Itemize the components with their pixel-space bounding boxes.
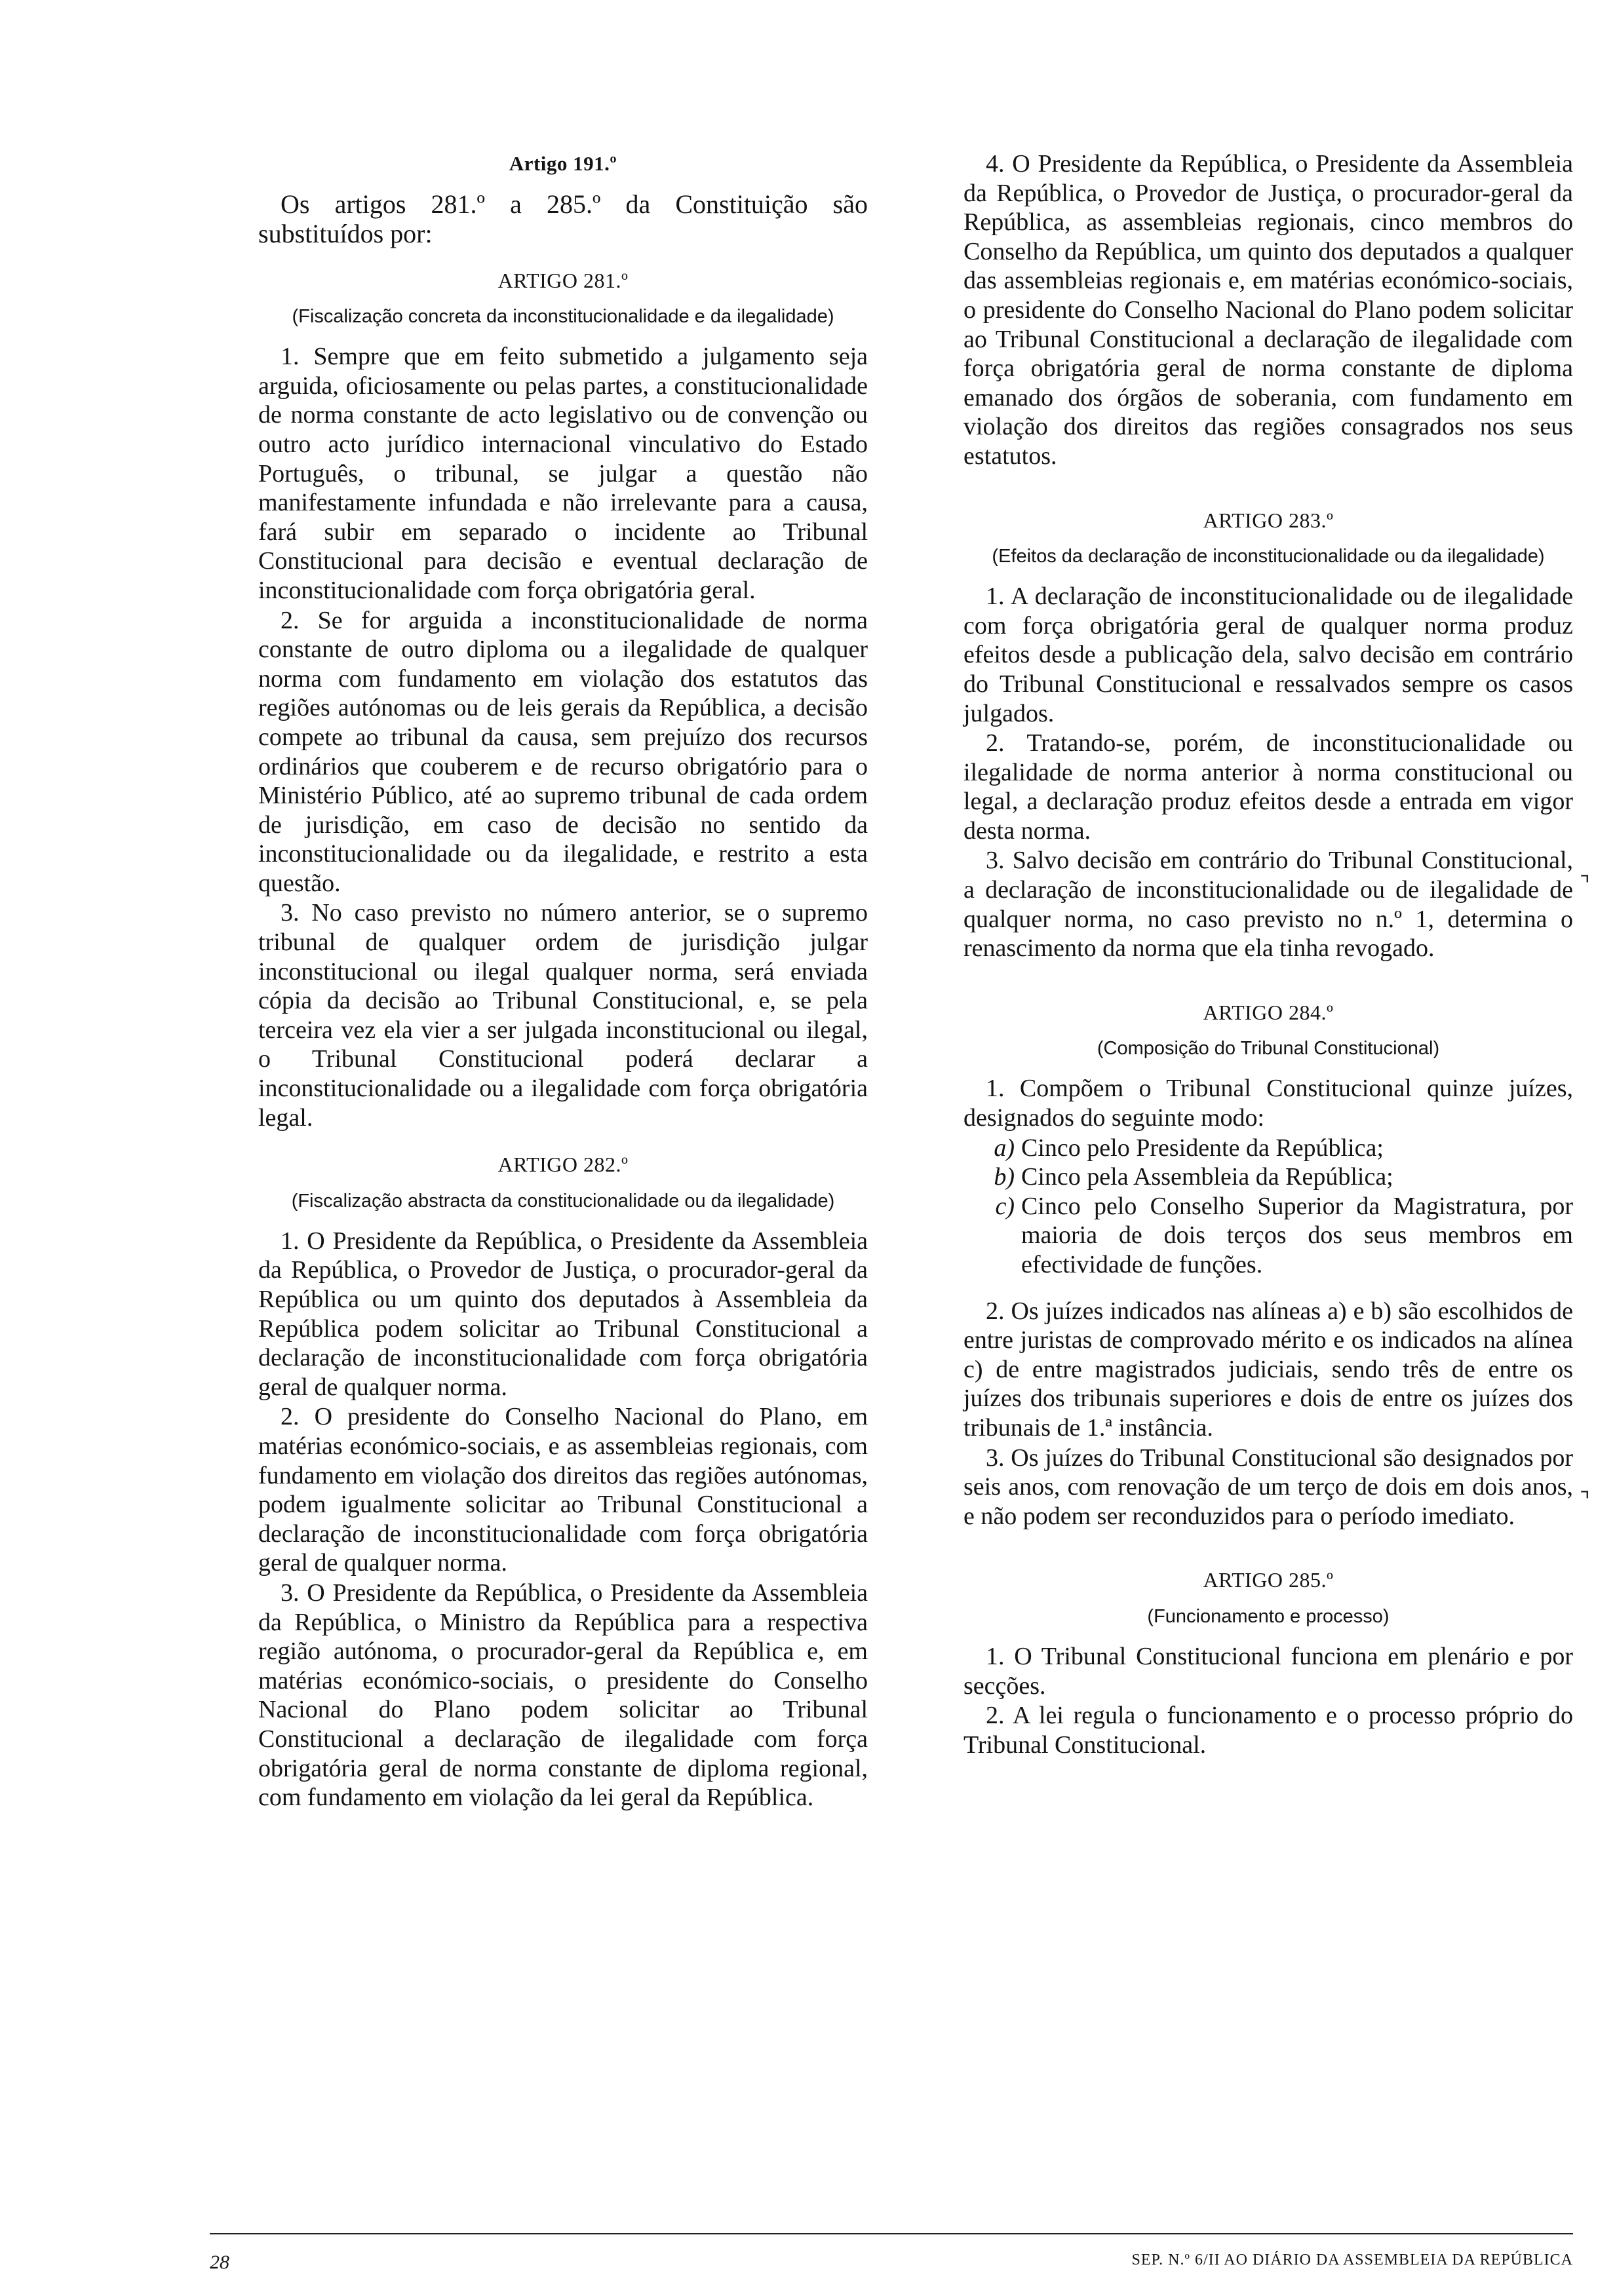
article-281-paragraph-1: 1. Sempre que em feito submetido a julgamento seja arguida, oficiosamente ou pelas partes, a constitucionalidade de norma constante de acto legislativo ou de convenção ou outro acto jurídico internacional vinculativo do Estado Português, o tribunal, se julgar a questão não manifestamente infundada e não irrelevante para a causa, fará subir em separado o incidente ao Tribunal Constitucional para decisão e eventual declaração de inconstitucionalidade com força obrigatória geral. — [258, 343, 868, 604]
article-285-paragraph-2: 2. A lei regula o funcionamento e o processo próprio do Tribunal Constitucional. — [963, 1702, 1573, 1759]
right-column — [963, 149, 1573, 1760]
article-285-paragraph-1: 1. O Tribunal Constitucional funciona em plenário e por secções. — [963, 1642, 1573, 1700]
margin-mark-icon: ⌝ — [1580, 873, 1590, 897]
margin-mark-icon: ⌝ — [1580, 1489, 1590, 1513]
article-282-paragraph-3: 3. O Presidente da República, o Presidente da Assembleia da República, o Ministro da República para a respectiva região autónoma, o procurador-geral da República e, em matérias económico-sociais, o presidente do Conselho Nacional do Plano podem solicitar ao Tribunal Constitucional a declaração de ilegalidade com força obrigatória geral de norma constante de diploma regional, com fundamento em violação da lei geral da República. — [258, 1578, 868, 1812]
article-282-paragraph-4: 4. O Presidente da República, o Presidente da Assembleia da República, o Provedor de Justiça, o procurador-geral da República, as assembleias regionais, cinco membros do Conselho da República, um quinto dos deputados a qualquer das assembleias regionais e, em matérias económico-sociais, o presidente do Conselho Nacional do Plano podem solicitar ao Tribunal Constitucional a declaração de ilegalidade com força obrigatória geral de norma constante de diploma emanado dos órgãos de soberania, com fundamento em violação dos direitos das regiões consagrados nos seus estatutos. — [963, 150, 1573, 470]
list-item-text: Cinco pelo Presidente da República; — [1021, 1134, 1384, 1162]
list-marker: b) — [994, 1163, 1015, 1191]
article-282-paragraph-1: 1. O Presidente da República, o Presidente da Assembleia da República, o Provedor de Justiça, o procurador-geral da República ou um quinto dos deputados à Assembleia da República podem solicitar ao Tribunal Constitucional a declaração de inconstitucionalidade com força obrigatória geral de qualquer norma. — [258, 1227, 868, 1401]
article-285-title: (Funcionamento e processo) — [1147, 1605, 1390, 1627]
article-283-paragraph-1: 1. A declaração de inconstitucionalidade ou de ilegalidade com força obrigatória geral de qualquer norma produz efeitos desde a publicação dela, salvo decisão em contrário do Tribunal Constitucional e ressalvados sempre os casos julgados. — [963, 583, 1573, 727]
left-column — [258, 149, 868, 1813]
article-191-text: Os artigos 281.º a 285.º da Constituição são substituídos por: — [258, 189, 868, 248]
article-191-heading: Artigo 191.º — [509, 152, 617, 175]
list-item — [963, 1162, 1573, 1192]
list-marker: c) — [995, 1192, 1015, 1220]
article-282-heading: ARTIGO 282.º — [497, 1153, 629, 1177]
article-281-heading: ARTIGO 281.º — [497, 268, 629, 292]
article-284-list — [963, 1134, 1573, 1280]
list-marker: a) — [994, 1134, 1015, 1162]
list-item — [963, 1192, 1573, 1280]
article-282-paragraph-2: 2. O presidente do Conselho Nacional do Plano, em matérias económico-sociais, e as assembleias regionais, com fundamento em violação dos direitos das regiões autónomas, podem igualmente solicitar ao Tribunal Constitucional a declaração de inconstitucionalidade com força obrigatória geral de qualquer norma. — [258, 1403, 868, 1577]
article-281-paragraph-3: 3. No caso previsto no número anterior, se o supremo tribunal de qualquer ordem de jurisdição julgar inconstitucional ou ilegal qualquer norma, será enviada cópia da decisão ao Tribunal Constitucional, e, se pela terceira vez ela vier a ser julgada inconstitucional ou ilegal, o Tribunal Constitucional poderá declarar a inconstitucionalidade ou a ilegalidade com força obrigatória legal. — [258, 899, 868, 1132]
article-284-heading: ARTIGO 284.º — [1203, 1000, 1334, 1024]
article-284-paragraph-3: 3. Os juízes do Tribunal Constitucional são designados por seis anos, com renovação de um terço de dois em dois anos, e não podem ser reconduzidos para o período imediato. — [963, 1444, 1573, 1530]
article-282-title: (Fiscalização abstracta da constitucionalidade ou da ilegalidade) — [291, 1190, 835, 1212]
article-283-paragraph-2: 2. Tratando-se, porém, de inconstitucionalidade ou ilegalidade de norma anterior à norma constitucional ou legal, a declaração produz efeitos desde a entrada em vigor desta norma. — [963, 729, 1573, 845]
publication-reference: SEP. N.º 6/II AO DIÁRIO DA ASSEMBLEIA DA REPÚBLICA — [1131, 2251, 1573, 2268]
list-item-text: Cinco pela Assembleia da República; — [1021, 1163, 1393, 1191]
footer-divider — [210, 2233, 1573, 2234]
list-item — [963, 1134, 1573, 1163]
article-283-paragraph-3: 3. Salvo decisão em contrário do Tribunal Constitucional, a declaração de inconstitucionalidade ou de ilegalidade de qualquer norma, no caso previsto no n.º 1, determina o renascimento da norma que ela tinha revogado. — [963, 847, 1573, 963]
article-281-title: (Fiscalização concreta da inconstitucionalidade e da ilegalidade) — [292, 306, 834, 328]
article-281-paragraph-2: 2. Se for arguida a inconstitucionalidade de norma constante de outro diploma ou a ilegalidade de qualquer norma com fundamento em violação dos estatutos das regiões autónomas ou de leis gerais da República, a decisão compete ao tribunal da causa, sem prejuízo dos recursos ordinários que couberem e de recurso obrigatório para o Ministério Público, até ao supremo tribunal de cada ordem de jurisdição, em caso de decisão no sentido da inconstitucionalidade ou da ilegalidade, e restrito a esta questão. — [258, 606, 868, 897]
article-283-heading: ARTIGO 283.º — [1203, 508, 1334, 532]
article-283-title: (Efeitos da declaração de inconstitucionalidade ou da ilegalidade) — [992, 546, 1545, 567]
article-284-paragraph-1: 1. Compõem o Tribunal Constitucional quinze juízes, designados do seguinte modo: — [963, 1075, 1573, 1132]
page-number: 28 — [210, 2251, 229, 2273]
article-284-paragraph-2: 2. Os juízes indicados nas alíneas a) e b) são escolhidos de entre juristas de comprovado mérito e os indicados na alínea c) de entre magistrados judiciais, sendo três de entre os juízes dos tribunais superiores e dois de entre os juízes dos tribunais de 1.ª instância. — [963, 1297, 1573, 1442]
list-item-text: Cinco pelo Conselho Superior da Magistratura, por maioria de dois terços dos seus membros em efectividade de funções. — [1021, 1192, 1573, 1278]
article-285-heading: ARTIGO 285.º — [1203, 1568, 1334, 1592]
article-284-title: (Composição do Tribunal Constitucional) — [1097, 1038, 1440, 1060]
